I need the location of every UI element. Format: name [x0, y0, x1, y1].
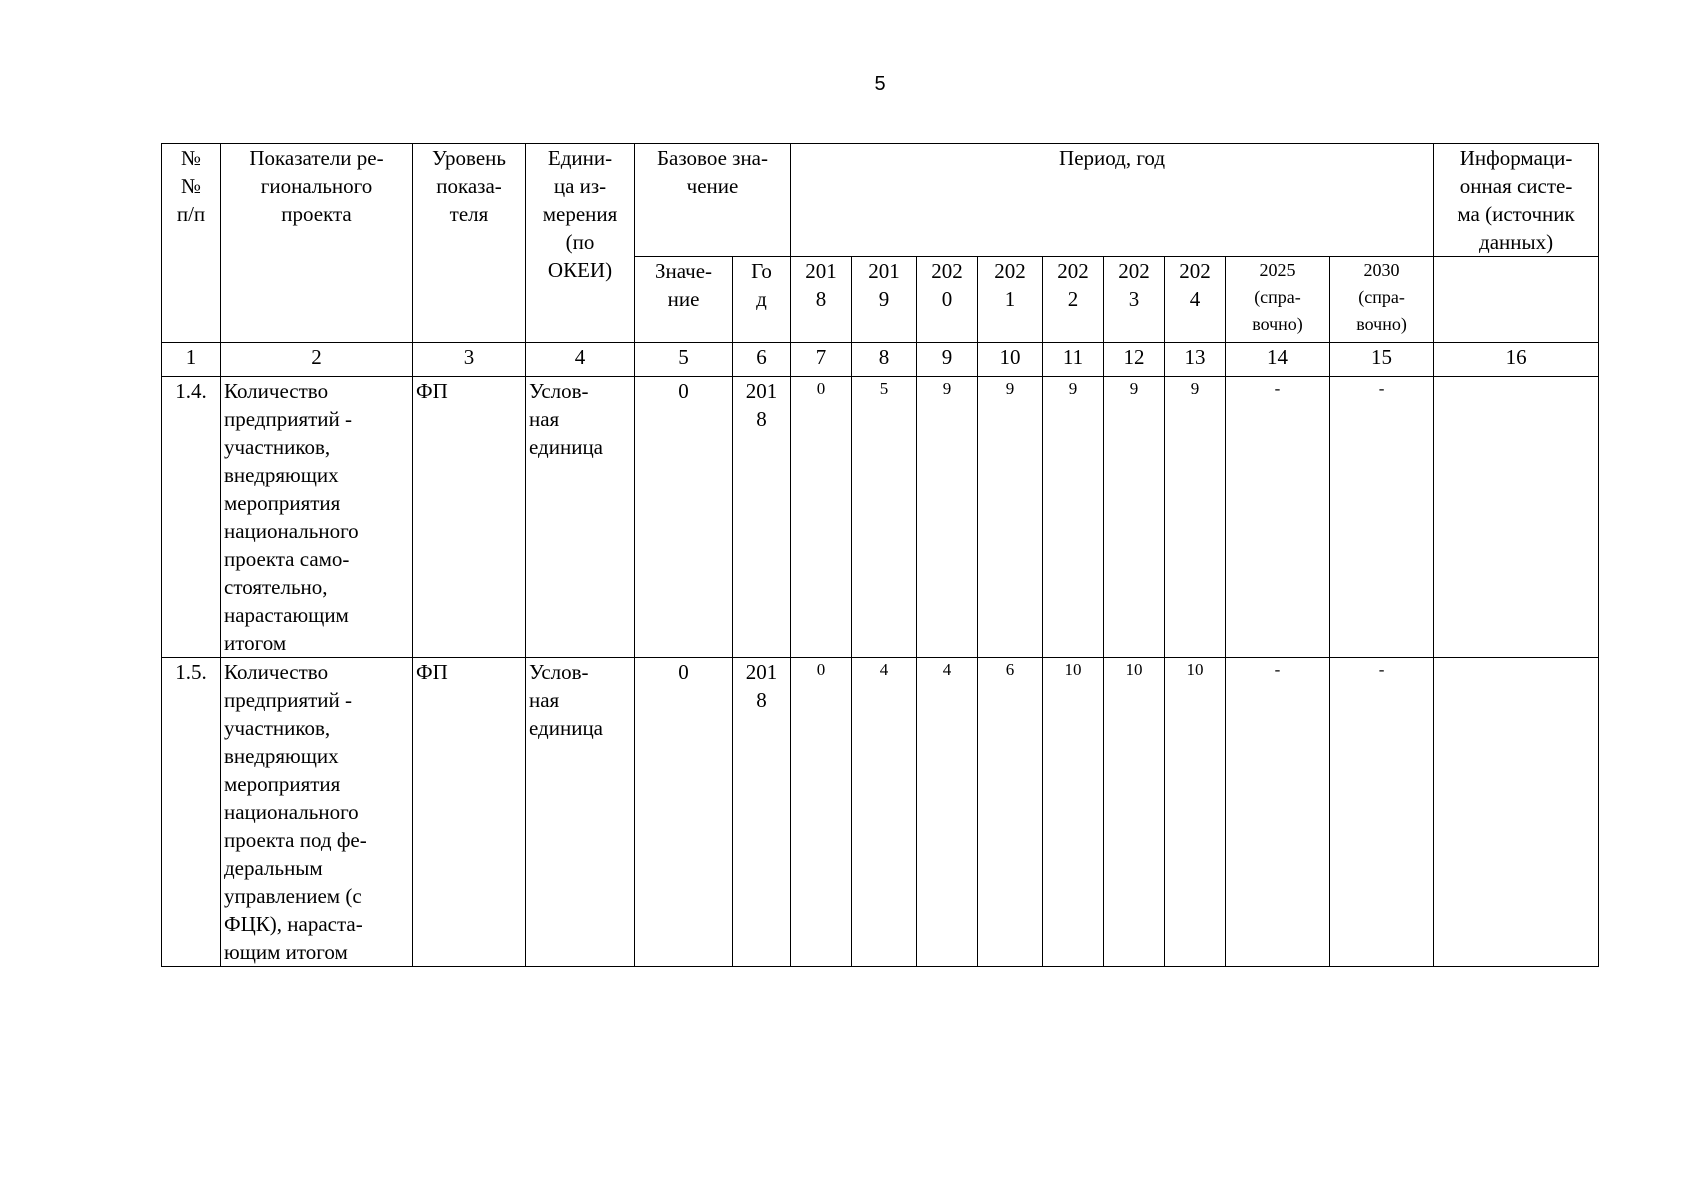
page-number: 5: [874, 73, 886, 95]
row-value-2023: 10: [1104, 658, 1165, 967]
row-info-system: [1434, 658, 1599, 967]
column-number: 13: [1165, 343, 1226, 377]
header-year-2018: 201 8: [791, 257, 852, 343]
row-value-2021: 6: [978, 658, 1043, 967]
header-indicator: Показатели ре- гионального проекта: [221, 144, 413, 343]
column-numbers-row: [162, 343, 1599, 377]
row-indicator: Количество предприятий - участников, внедряющих мероприятия национального проекта под фе- деральным управлением (с ФЦК), нараста- ющим итогом: [221, 658, 413, 967]
header-base-value-year: Го д: [733, 257, 791, 343]
indicators-table: [161, 143, 1599, 967]
row-indicator: Количество предприятий - участников, внедряющих мероприятия национального проекта само- стоятельно, нарастающим итогом: [221, 377, 413, 658]
header-year-2020: 202 0: [917, 257, 978, 343]
row-value-2024: 10: [1165, 658, 1226, 967]
column-number: 5: [635, 343, 733, 377]
row-number: 1.5.: [162, 658, 221, 967]
row-value-2021: 9: [978, 377, 1043, 658]
row-base-year: 201 8: [733, 377, 791, 658]
header-year-2025: 2025 (спра- вочно): [1226, 257, 1330, 343]
header-year-2023: 202 3: [1104, 257, 1165, 343]
header-period: Период, год: [791, 144, 1434, 257]
column-number: 7: [791, 343, 852, 377]
header-year-2019: 201 9: [852, 257, 917, 343]
row-value-2022: 9: [1043, 377, 1104, 658]
row-value-2023: 9: [1104, 377, 1165, 658]
row-number: 1.4.: [162, 377, 221, 658]
row-level: ФП: [413, 377, 526, 658]
table-row: [162, 377, 1599, 658]
column-number: 11: [1043, 343, 1104, 377]
row-value-2025: -: [1226, 658, 1330, 967]
row-value-2020: 9: [917, 377, 978, 658]
row-base-value: 0: [635, 658, 733, 967]
header-info-empty: [1434, 257, 1599, 343]
row-value-2019: 4: [852, 658, 917, 967]
header-info-system: Информаци- онная систе- ма (источник данных): [1434, 144, 1599, 257]
header-year-2022: 202 2: [1043, 257, 1104, 343]
header-num: № № п/п: [162, 144, 221, 343]
row-value-2030: -: [1330, 377, 1434, 658]
row-base-year: 201 8: [733, 658, 791, 967]
row-value-2019: 5: [852, 377, 917, 658]
header-row-1: [162, 144, 1599, 257]
row-value-2018: 0: [791, 658, 852, 967]
column-number: 2: [221, 343, 413, 377]
table-row: [162, 658, 1599, 967]
column-number: 15: [1330, 343, 1434, 377]
column-number: 3: [413, 343, 526, 377]
row-value-2022: 10: [1043, 658, 1104, 967]
row-base-value: 0: [635, 377, 733, 658]
column-number: 16: [1434, 343, 1599, 377]
header-year-2024: 202 4: [1165, 257, 1226, 343]
row-unit: Услов- ная единица: [526, 658, 635, 967]
header-unit: Едини- ца из- мерения (по ОКЕИ): [526, 144, 635, 343]
column-number: 8: [852, 343, 917, 377]
header-level: Уровень показа- теля: [413, 144, 526, 343]
row-unit: Услов- ная единица: [526, 377, 635, 658]
row-value-2020: 4: [917, 658, 978, 967]
column-number: 4: [526, 343, 635, 377]
row-value-2024: 9: [1165, 377, 1226, 658]
row-level: ФП: [413, 658, 526, 967]
column-number: 6: [733, 343, 791, 377]
column-number: 9: [917, 343, 978, 377]
row-value-2030: -: [1330, 658, 1434, 967]
row-value-2025: -: [1226, 377, 1330, 658]
column-number: 14: [1226, 343, 1330, 377]
header-year-2030: 2030 (спра- вочно): [1330, 257, 1434, 343]
header-base-value-value: Значе- ние: [635, 257, 733, 343]
column-number: 12: [1104, 343, 1165, 377]
header-year-2021: 202 1: [978, 257, 1043, 343]
column-number: 1: [162, 343, 221, 377]
row-info-system: [1434, 377, 1599, 658]
header-base-value: Базовое зна- чение: [635, 144, 791, 257]
row-value-2018: 0: [791, 377, 852, 658]
column-number: 10: [978, 343, 1043, 377]
